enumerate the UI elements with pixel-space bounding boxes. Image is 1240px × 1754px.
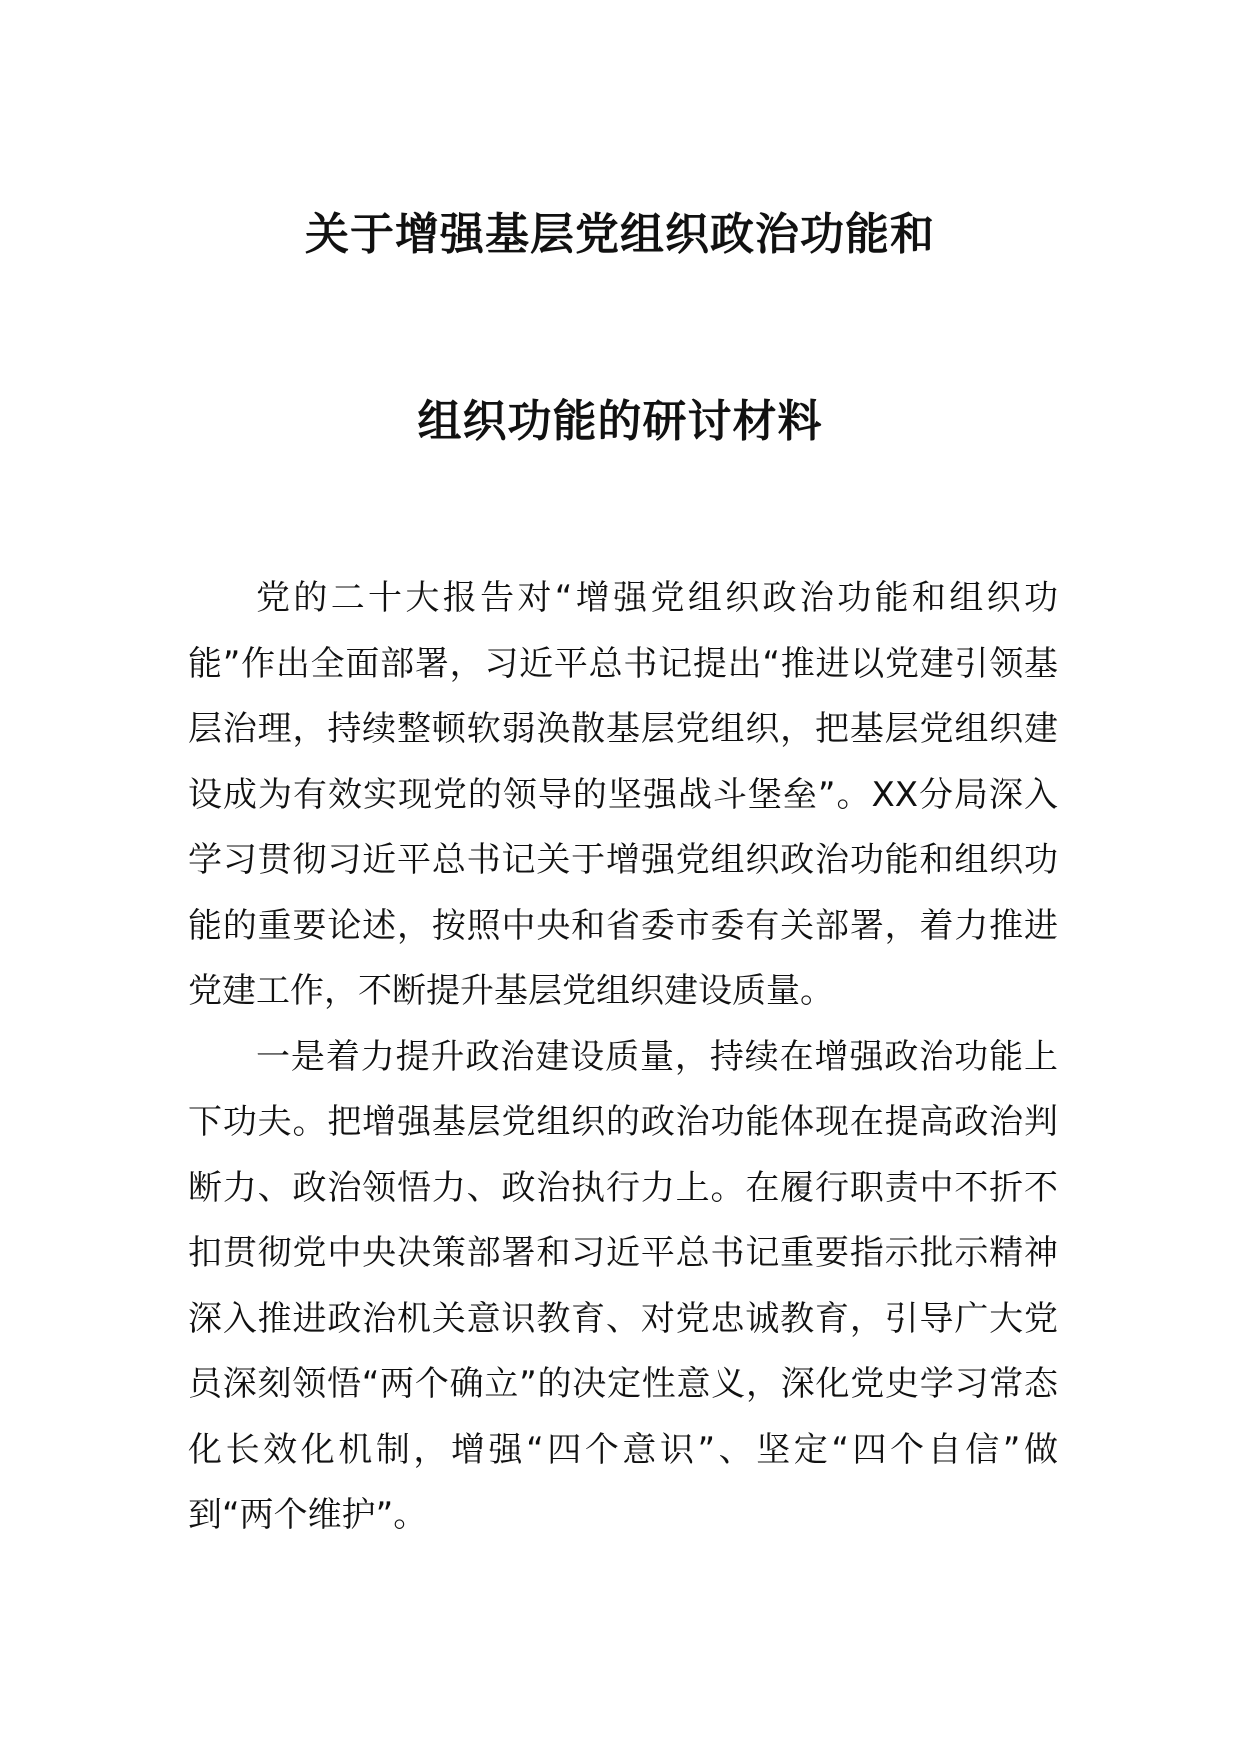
paragraph-intro: 党的二十大报告对“增强党组织政治功能和组织功能”作出全面部署，习近平总书记提出“推进以党建引领基层治理，持续整顿软弱涣散基层党组织，把基层党组织建设成为有效实现党的领导的坚强战斗堡垒”。XX分局深入学习贯彻习近平总书记关于增强党组织政治功能和组织功能的重要论述，按照中央和省委市委有关部署，着力推进党建工作，不断提升基层党组织建设质量。 [188,578,1058,1011]
document-title-line-2: 组织功能的研讨材料 [417,396,823,447]
paragraph-point-one: 一是着力提升政治建设质量，持续在增强政治功能上下功夫。把增强基层党组织的政治功能体现在提高政治判断力、政治领悟力、政治执行力上。在履行职责中不折不扣贯彻党中央决策部署和习近平总书记重要指示批示精神深入推进政治机关意识教育、对党忠诚教育，引导广大党员深刻领悟“两个确立”的决定性意义，深化党史学习常态化长效化机制，增强“四个意识”、坚定“四个自信”做到“两个维护”。 [188,1036,1058,1535]
document-title-line-1: 关于增强基层党组织政治功能和 [305,209,935,260]
document-body [188,566,1058,1549]
